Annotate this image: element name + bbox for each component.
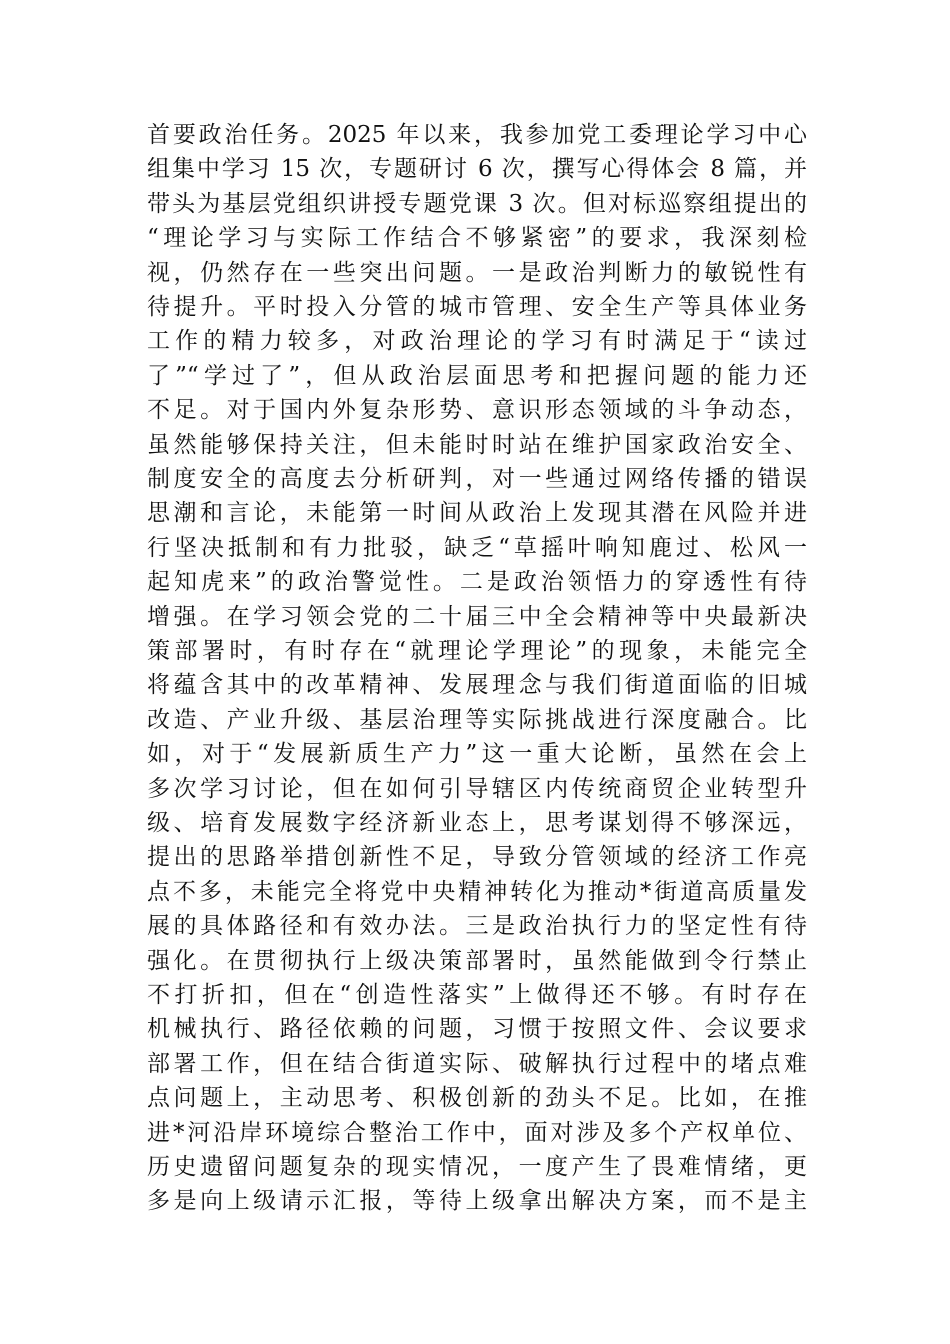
text-line: 增强。在学习领会党的二十届三中全会精神等中央最新决	[147, 603, 807, 630]
text-line: 提出的思路举措创新性不足，导致分管领域的经济工作亮	[147, 844, 807, 871]
text-line: 视，仍然存在一些突出问题。一是政治判断力的敏锐性有	[147, 259, 807, 286]
text-line: 级、培育发展数字经济新业态上，思考谋划得不够深远，	[147, 810, 807, 836]
text-line: 进*河沿岸环境综合整治工作中，面对涉及多个产权单位、	[147, 1119, 807, 1146]
text-line: 多是向上级请示汇报，等待上级拿出解决方案，而不是主	[147, 1188, 807, 1215]
text-line: 思潮和言论，未能第一时间从政治上发现其潜在风险并进	[147, 500, 807, 527]
text-line: 改造、产业升级、基层治理等实际挑战进行深度融合。比	[147, 706, 807, 733]
text-line: 机械执行、路径依赖的问题，习惯于按照文件、会议要求	[147, 1016, 807, 1043]
text-line: 制度安全的高度去分析研判，对一些通过网络传播的错误	[147, 466, 807, 492]
text-line: “理论学习与实际工作结合不够紧密”的要求，我深刻检	[147, 225, 807, 252]
text-line: 首要政治任务。2025 年以来，我参加党工委理论学习中心	[147, 122, 807, 148]
text-line: 组集中学习 15 次，专题研讨 6 次，撰写心得体会 8 篇，并	[147, 156, 807, 183]
text-line: 展的具体路径和有效办法。三是政治执行力的坚定性有待	[147, 913, 807, 940]
text-line: 了”“学过了”，但从政治层面思考和把握问题的能力还	[147, 362, 807, 389]
text-line: 虽然能够保持关注，但未能时时站在维护国家政治安全、	[147, 431, 807, 458]
text-line: 部署工作，但在结合街道实际、破解执行过程中的堵点难	[147, 1050, 807, 1077]
text-line: 多次学习讨论，但在如何引导辖区内传统商贸企业转型升	[147, 775, 807, 802]
text-line: 不打折扣，但在“创造性落实”上做得还不够。有时存在	[147, 982, 807, 1008]
text-line: 策部署时，有时存在“就理论学理论”的现象，未能完全	[147, 638, 807, 664]
text-line: 点不多，未能完全将党中央精神转化为推动*街道高质量发	[147, 878, 807, 905]
text-line: 不足。对于国内外复杂形势、意识形态领域的斗争动态，	[147, 397, 807, 424]
text-line: 待提升。平时投入分管的城市管理、安全生产等具体业务	[147, 294, 807, 320]
text-line: 起知虎来”的政治警觉性。二是政治领悟力的穿透性有待	[147, 569, 807, 596]
text-line: 将蕴含其中的改革精神、发展理念与我们街道面临的旧城	[147, 672, 807, 699]
text-line: 历史遗留问题复杂的现实情况，一度产生了畏难情绪，更	[147, 1154, 807, 1180]
text-line: 点问题上，主动思考、积极创新的劲头不足。比如，在推	[147, 1085, 807, 1112]
text-line: 行坚决抵制和有力批驳，缺乏“草摇叶响知鹿过、松风一	[147, 534, 807, 561]
text-line: 工作的精力较多，对政治理论的学习有时满足于“读过	[147, 328, 807, 355]
text-line: 带头为基层党组织讲授专题党课 3 次。但对标巡察组提出的	[147, 190, 807, 217]
text-line: 如，对于“发展新质生产力”这一重大论断，虽然在会上	[147, 741, 807, 768]
text-line: 强化。在贯彻执行上级决策部署时，虽然能做到令行禁止	[147, 947, 807, 974]
